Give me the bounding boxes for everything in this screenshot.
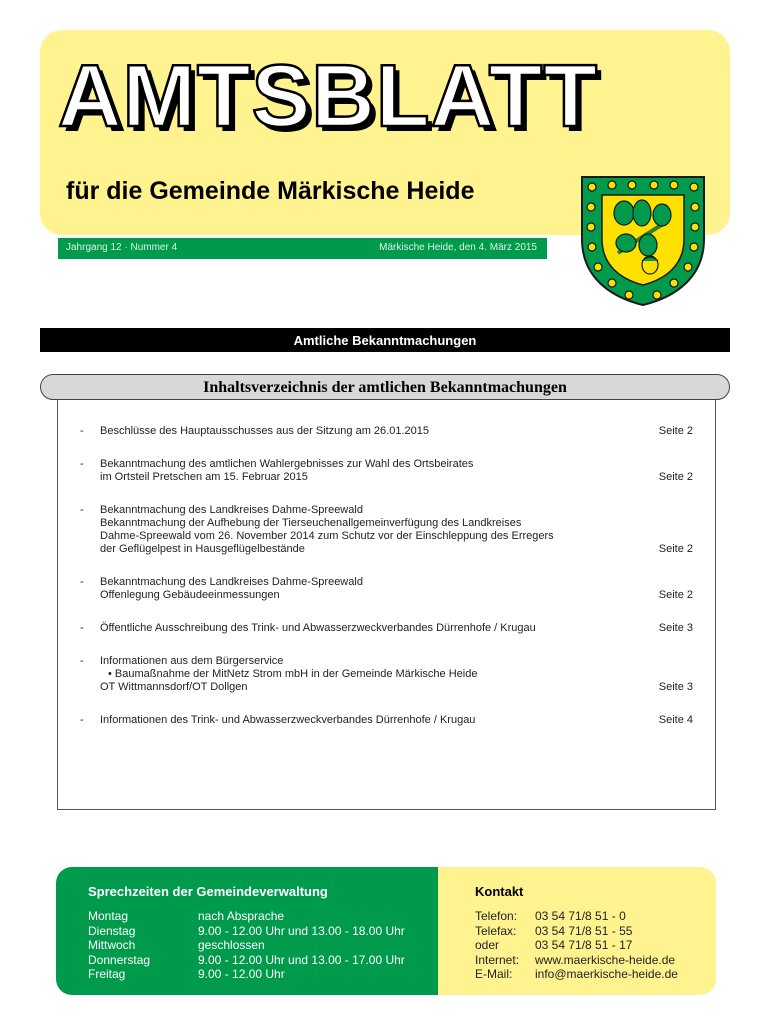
- toc-item: [78, 576, 693, 602]
- weekday: Donnerstag: [88, 952, 151, 967]
- toc-item-line: Dahme-Spreewald vom 26. November 2014 zum Schutz vor der Einschleppung des Erregers: [100, 530, 554, 542]
- toc-page-ref: Seite 2: [658, 425, 693, 437]
- contact-label: oder: [475, 938, 500, 952]
- issue-date: Märkische Heide, den 4. März 2015: [379, 242, 537, 253]
- contact-email-link[interactable]: info@maerkische-heide.de: [535, 967, 678, 981]
- hours-time: nach Absprache: [198, 909, 285, 923]
- hours-time: 9.00 - 12.00 Uhr und 13.00 - 17.00 Uhr: [198, 952, 405, 967]
- contact-label: Telefon:: [475, 909, 518, 923]
- list-dash: -: [80, 714, 84, 726]
- weekday: Freitag: [88, 967, 126, 981]
- list-dash: -: [80, 425, 84, 437]
- toc-page-ref: Seite 3: [658, 622, 693, 634]
- toc-item-line: Bekanntmachung des Landkreises Dahme-Spreewald: [100, 504, 363, 516]
- toc-item-line: im Ortsteil Pretschen am 15. Februar 2015: [100, 471, 308, 483]
- list-dash: -: [80, 458, 84, 470]
- office-hours-row: [88, 924, 405, 939]
- contact-fax-alt: 03 54 71/8 51 - 17: [535, 938, 633, 952]
- contact-website-link[interactable]: www.maerkische-heide.de: [535, 952, 676, 967]
- list-dash: -: [80, 655, 84, 667]
- toc-item-line: Bekanntmachung der Aufhebung der Tierseuchenallgemeinverfügung des Landkreises: [100, 517, 522, 529]
- toc-page-ref: Seite 3: [658, 681, 693, 693]
- toc-item: [78, 622, 693, 635]
- toc-item-bullet-line: • Baumaßnahme der MitNetz Strom mbH in der Gemeinde Märkische Heide: [108, 668, 478, 680]
- contact-label: Telefax:: [475, 923, 517, 938]
- toc-page-ref: Seite 2: [658, 543, 693, 555]
- list-dash: -: [80, 622, 84, 634]
- toc-item-line: Öffentliche Ausschreibung des Trink- und Abwasserzweckverbandes Dürrenhofe / Krugau: [100, 622, 536, 634]
- publication-subtitle: für die Gemeinde Märkische Heide: [66, 177, 475, 205]
- hours-time: 9.00 - 12.00 Uhr und 13.00 - 18.00 Uhr: [198, 923, 405, 938]
- office-hours-title: Sprechzeiten der Gemeindeverwaltung: [88, 884, 328, 899]
- issue-info-bar: [58, 238, 547, 259]
- toc-item-line: der Geflügelpest in Hausgeflügelbestände: [100, 543, 305, 555]
- toc-item-line: Informationen des Trink- und Abwasserzweckverbandes Dürrenhofe / Krugau: [100, 714, 476, 726]
- contact-row: [475, 953, 678, 968]
- office-hours-row: [88, 938, 405, 953]
- contact-row: [475, 967, 678, 982]
- office-hours-row: [88, 953, 405, 968]
- toc-item-line: OT Wittmannsdorf/OT Dollgen: [100, 681, 248, 693]
- contact-phone: 03 54 71/8 51 - 0: [535, 909, 626, 923]
- toc-item: [78, 714, 693, 727]
- hours-time: geschlossen: [198, 938, 265, 952]
- toc-item-line: Beschlüsse des Hauptausschusses aus der Sitzung am 26.01.2015: [100, 425, 429, 437]
- toc-item: [78, 655, 693, 694]
- toc-item: [78, 458, 693, 484]
- contact-row: [475, 938, 678, 953]
- office-hours-panel: [56, 867, 438, 995]
- contact-label: E-Mail:: [475, 967, 513, 981]
- weekday: Mittwoch: [88, 938, 136, 952]
- toc-item-line: Offenlegung Gebäudeeinmessungen: [100, 589, 280, 601]
- hours-time: 9.00 - 12.00 Uhr: [198, 967, 285, 981]
- toc-item-line: Informationen aus dem Bürgerservice: [100, 655, 284, 667]
- issue-number: Jahrgang 12 · Nummer 4: [66, 242, 178, 253]
- contact-row: [475, 924, 678, 939]
- list-dash: -: [80, 504, 84, 516]
- toc-item: [78, 504, 693, 556]
- toc-page-ref: Seite 4: [658, 714, 693, 726]
- toc-header: Inhaltsverzeichnis der amtlichen Bekanntmachungen: [40, 374, 730, 400]
- toc-item: [78, 425, 693, 438]
- office-hours-row: [88, 967, 405, 982]
- toc-item-line: Bekanntmachung des Landkreises Dahme-Spreewald: [100, 576, 363, 588]
- weekday: Dienstag: [88, 923, 136, 938]
- contact-fax: 03 54 71/8 51 - 55: [535, 923, 633, 938]
- toc-list: [78, 425, 693, 747]
- footer-info-box: [56, 867, 716, 995]
- contact-list: [475, 909, 678, 982]
- contact-label: Internet:: [475, 952, 520, 967]
- contact-title: Kontakt: [475, 884, 524, 899]
- section-title-bar: Amtliche Bekanntmachungen: [40, 328, 730, 352]
- toc-item-line: Bekanntmachung des amtlichen Wahlergebnisses zur Wahl des Ortsbeirates: [100, 458, 474, 470]
- office-hours-list: [88, 909, 405, 982]
- list-dash: -: [80, 576, 84, 588]
- weekday: Montag: [88, 909, 129, 923]
- contact-row: [475, 909, 678, 924]
- toc-page-ref: Seite 2: [658, 589, 693, 601]
- toc-page-ref: Seite 2: [658, 471, 693, 483]
- publication-title: AMTSBLATT: [58, 46, 599, 145]
- coat-of-arms-icon: [578, 173, 708, 308]
- office-hours-row: [88, 909, 405, 924]
